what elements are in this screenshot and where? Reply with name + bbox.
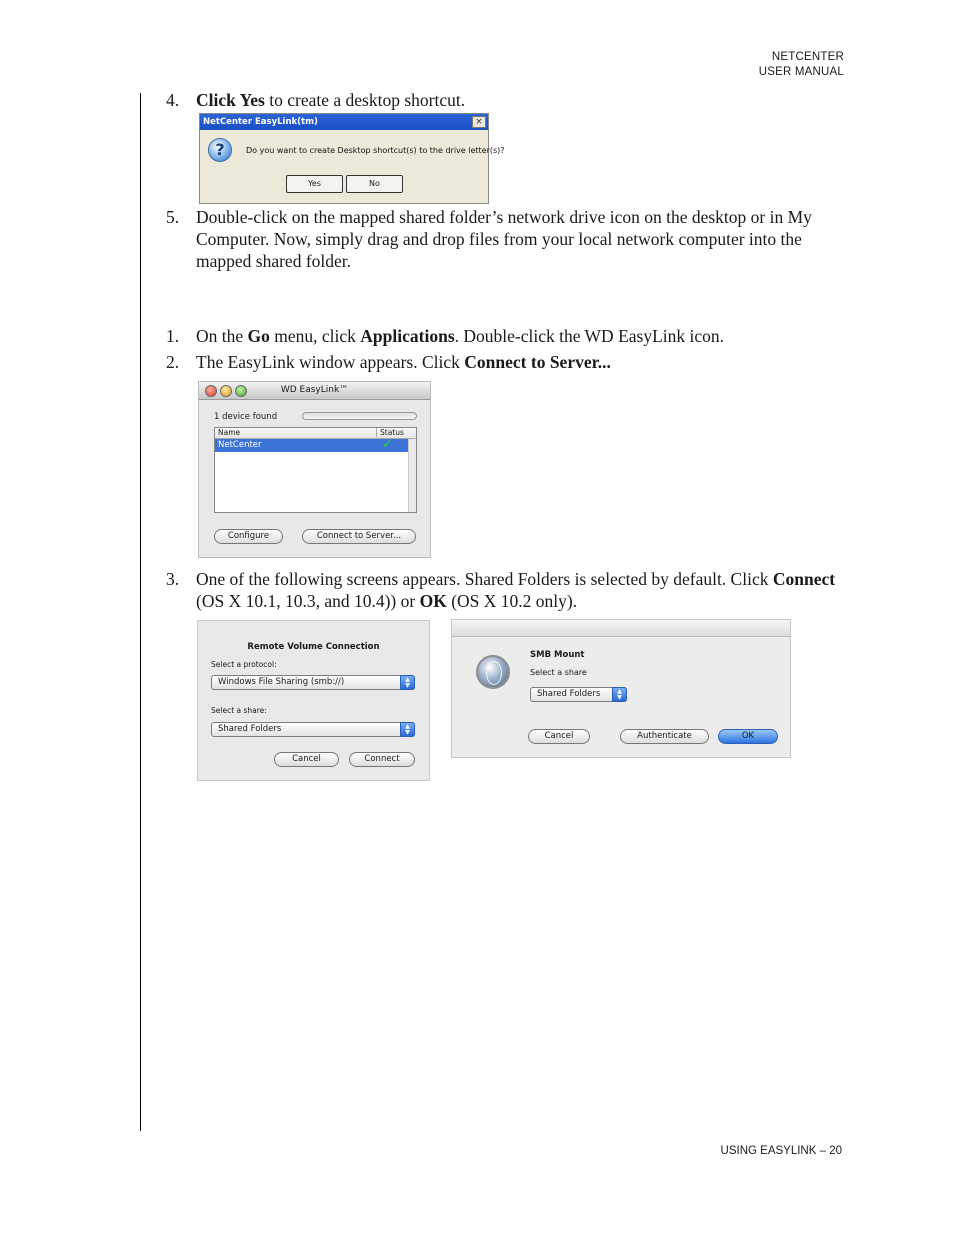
step-text: (OS X 10.1, 10.3, and 10.4)) or [196, 591, 420, 611]
window-titlebar [199, 382, 430, 400]
close-icon[interactable]: × [472, 116, 486, 128]
header-product: NETCENTER [771, 51, 844, 63]
authenticate-button[interactable]: Authenticate [620, 729, 709, 744]
step-emphasis: Applications [360, 326, 455, 346]
list-item[interactable] [215, 439, 409, 452]
chevron-updown-icon: ▲ ▼ [400, 722, 415, 737]
step-text: One of the following screens appears. Shared Folders is selected by default. Click [196, 569, 773, 589]
protocol-select[interactable] [211, 675, 415, 690]
step-text: The EasyLink window appears. Click [196, 352, 465, 372]
page-footer: USING EASYLINK – 20 [720, 1145, 842, 1157]
step-text: On the [196, 326, 248, 346]
step-text: menu, click [269, 326, 361, 346]
margin-rule [140, 93, 141, 1131]
share-label: Select a share [530, 668, 587, 677]
ok-button[interactable]: OK [718, 729, 778, 744]
step-emphasis: Connect [772, 569, 836, 589]
checkmark-icon: ✓ [382, 437, 393, 452]
step-number: 3. [166, 569, 180, 589]
step-text: to create a desktop shortcut. [264, 90, 466, 110]
step-emphasis: OK [419, 591, 447, 611]
list-scrollbar[interactable] [408, 439, 416, 512]
device-name: NetCenter [218, 440, 262, 450]
easylink-window [198, 381, 431, 558]
header-doc-type: USER MANUAL [758, 66, 844, 78]
smb-mount-dialog [451, 619, 791, 758]
dialog-title: SMB Mount [530, 650, 585, 660]
step-number: 1. [166, 326, 180, 346]
chevron-updown-icon: ▲ ▼ [400, 675, 415, 690]
device-list[interactable] [214, 427, 417, 513]
network-globe-icon [476, 655, 510, 689]
yes-button[interactable]: Yes [286, 175, 343, 193]
share-value: Shared Folders [218, 724, 282, 734]
share-select[interactable] [211, 722, 415, 737]
question-icon: ? [208, 138, 232, 162]
cancel-button[interactable]: Cancel [528, 729, 590, 744]
dialog-title: Remote Volume Connection [247, 642, 380, 652]
window-title: WD EasyLink™ [280, 385, 349, 395]
share-value: Shared Folders [537, 689, 601, 699]
windows-shortcut-dialog [199, 113, 505, 204]
remote-volume-dialog [197, 620, 430, 781]
step-text: Double-click on the mapped shared folder’s network drive icon on the desktop or in My Computer. Now, simply drag and drop files from your local network computer into the mapped shared folder. [196, 207, 812, 271]
protocol-value: Windows File Sharing (smb://) [218, 677, 345, 687]
dialog-message: Do you want to create Desktop shortcut(s) to the drive letter(s)? [246, 146, 505, 155]
column-name[interactable]: Name [218, 428, 241, 437]
window-titlebar [452, 620, 790, 637]
step-text: . Double-click the WD EasyLink icon. [454, 326, 725, 346]
chevron-updown-icon: ▲ ▼ [612, 687, 627, 702]
connect-button[interactable]: Connect [349, 752, 415, 767]
step-text: (OS X 10.2 only). [446, 591, 578, 611]
dialog-title: NetCenter EasyLink(tm) [200, 114, 488, 130]
no-button[interactable]: No [346, 175, 403, 193]
step-number: 2. [166, 352, 180, 372]
step-number: 5. [166, 207, 180, 227]
column-status[interactable]: Status [376, 428, 410, 437]
search-progress-bar [302, 412, 417, 420]
step-number: 4. [166, 90, 180, 110]
share-select[interactable] [530, 687, 627, 702]
devices-found-label: 1 device found [214, 412, 278, 422]
step-emphasis: Go [247, 326, 270, 346]
configure-button[interactable]: Configure [214, 529, 283, 544]
step-emphasis: Click Yes [196, 90, 265, 110]
cancel-button[interactable]: Cancel [274, 752, 339, 767]
step-emphasis: Connect to Server... [464, 352, 611, 372]
connect-to-server-button[interactable]: Connect to Server... [302, 529, 416, 544]
protocol-label: Select a protocol: [211, 660, 277, 669]
share-label: Select a share: [211, 706, 267, 715]
